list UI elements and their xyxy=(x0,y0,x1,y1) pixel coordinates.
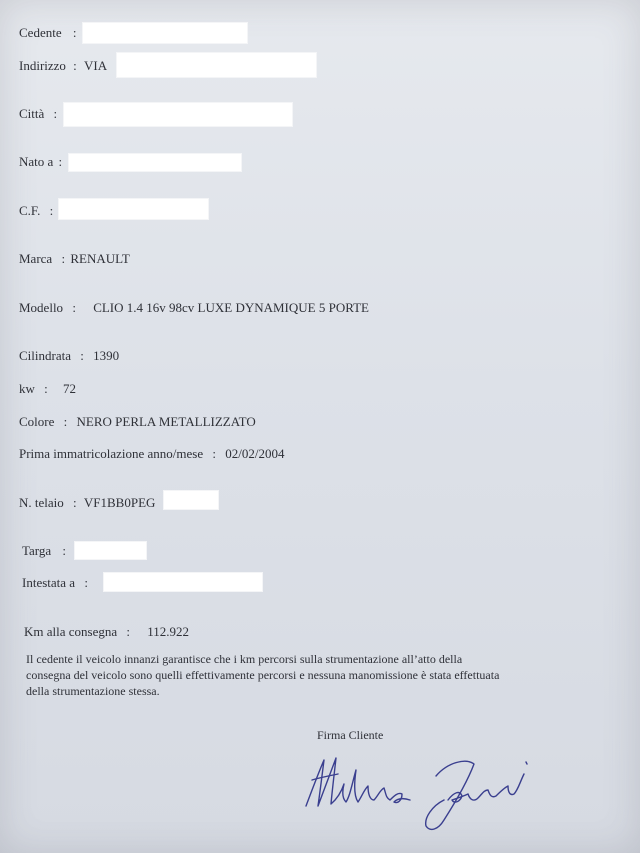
field-km xyxy=(24,624,189,640)
cilindrata-label: Cilindrata xyxy=(19,348,71,363)
indirizzo-separator: : xyxy=(73,58,77,73)
statement-line-1: Il cedente il veicolo innanzi garantisce che i km percorsi sulla strumentazione all’atto della xyxy=(26,652,463,666)
field-citta xyxy=(19,106,57,122)
cf-separator: : xyxy=(49,203,54,218)
cilindrata-separator: : xyxy=(80,348,84,363)
field-cilindrata xyxy=(19,348,119,364)
field-immatricolazione xyxy=(19,446,284,462)
citta-separator: : xyxy=(53,106,58,121)
colore-separator: : xyxy=(63,414,68,429)
field-kw xyxy=(19,381,76,397)
field-colore xyxy=(19,414,256,430)
indirizzo-label: Indirizzo xyxy=(19,58,66,73)
telaio-redaction xyxy=(163,490,219,510)
marca-separator: : xyxy=(61,251,66,266)
marca-label: Marca xyxy=(19,251,53,266)
immatricolazione-label: Prima immatricolazione anno/mese xyxy=(19,446,204,461)
indirizzo-value: VIA xyxy=(84,58,108,73)
modello-separator: : xyxy=(72,300,76,315)
field-targa xyxy=(22,543,66,559)
telaio-separator: : xyxy=(73,495,77,510)
handwritten-signature xyxy=(298,740,538,840)
field-cf xyxy=(19,203,53,219)
field-marca xyxy=(19,251,130,267)
cilindrata-value: 1390 xyxy=(93,348,120,363)
cedente-separator: : xyxy=(72,25,77,40)
intestata-label: Intestata a xyxy=(22,575,76,590)
indirizzo-redaction xyxy=(116,52,317,78)
guarantee-statement xyxy=(26,651,586,699)
kw-label: kw xyxy=(19,381,35,396)
marca-value: RENAULT xyxy=(70,251,130,266)
cf-redaction xyxy=(58,198,209,220)
cedente-label: Cedente xyxy=(19,25,62,40)
signature-label: Firma Cliente xyxy=(317,728,384,742)
targa-label: Targa xyxy=(22,543,52,558)
field-cedente xyxy=(19,25,76,41)
km-separator: : xyxy=(126,624,131,639)
kw-value: 72 xyxy=(63,381,77,396)
immatricolazione-separator: : xyxy=(212,446,216,461)
targa-separator: : xyxy=(62,543,67,558)
cedente-redaction xyxy=(82,22,248,44)
targa-redaction xyxy=(74,541,147,560)
cf-label: C.F. xyxy=(19,203,41,218)
modello-label: Modello xyxy=(19,300,64,315)
colore-value: NERO PERLA METALLIZZATO xyxy=(76,414,256,429)
telaio-value: VF1BB0PEG xyxy=(83,495,156,510)
kw-separator: : xyxy=(44,381,48,396)
statement-line-2: consegna del veicolo sono quelli effettivamente percorsi e nessuna manomissione è stata effettuata xyxy=(26,668,500,682)
field-intestata xyxy=(22,575,88,591)
citta-redaction xyxy=(63,102,293,127)
km-value: 112.922 xyxy=(147,624,190,639)
field-telaio xyxy=(19,495,155,511)
km-label: Km alla consegna xyxy=(24,624,118,639)
nato-a-label: Nato a xyxy=(19,154,54,169)
intestata-separator: : xyxy=(84,575,88,590)
field-modello xyxy=(19,300,369,316)
nato-a-separator: : xyxy=(58,154,63,169)
citta-label: Città xyxy=(19,106,45,121)
field-nato-a xyxy=(19,154,62,170)
telaio-label: N. telaio xyxy=(19,495,64,510)
field-indirizzo xyxy=(19,58,107,74)
nato-a-redaction xyxy=(68,153,242,172)
colore-label: Colore xyxy=(19,414,55,429)
intestata-redaction xyxy=(103,572,263,592)
immatricolazione-value: 02/02/2004 xyxy=(225,446,285,461)
statement-line-3: della strumentazione stessa. xyxy=(26,684,160,698)
modello-value: CLIO 1.4 16v 98cv LUXE DYNAMIQUE 5 PORTE xyxy=(93,300,369,315)
